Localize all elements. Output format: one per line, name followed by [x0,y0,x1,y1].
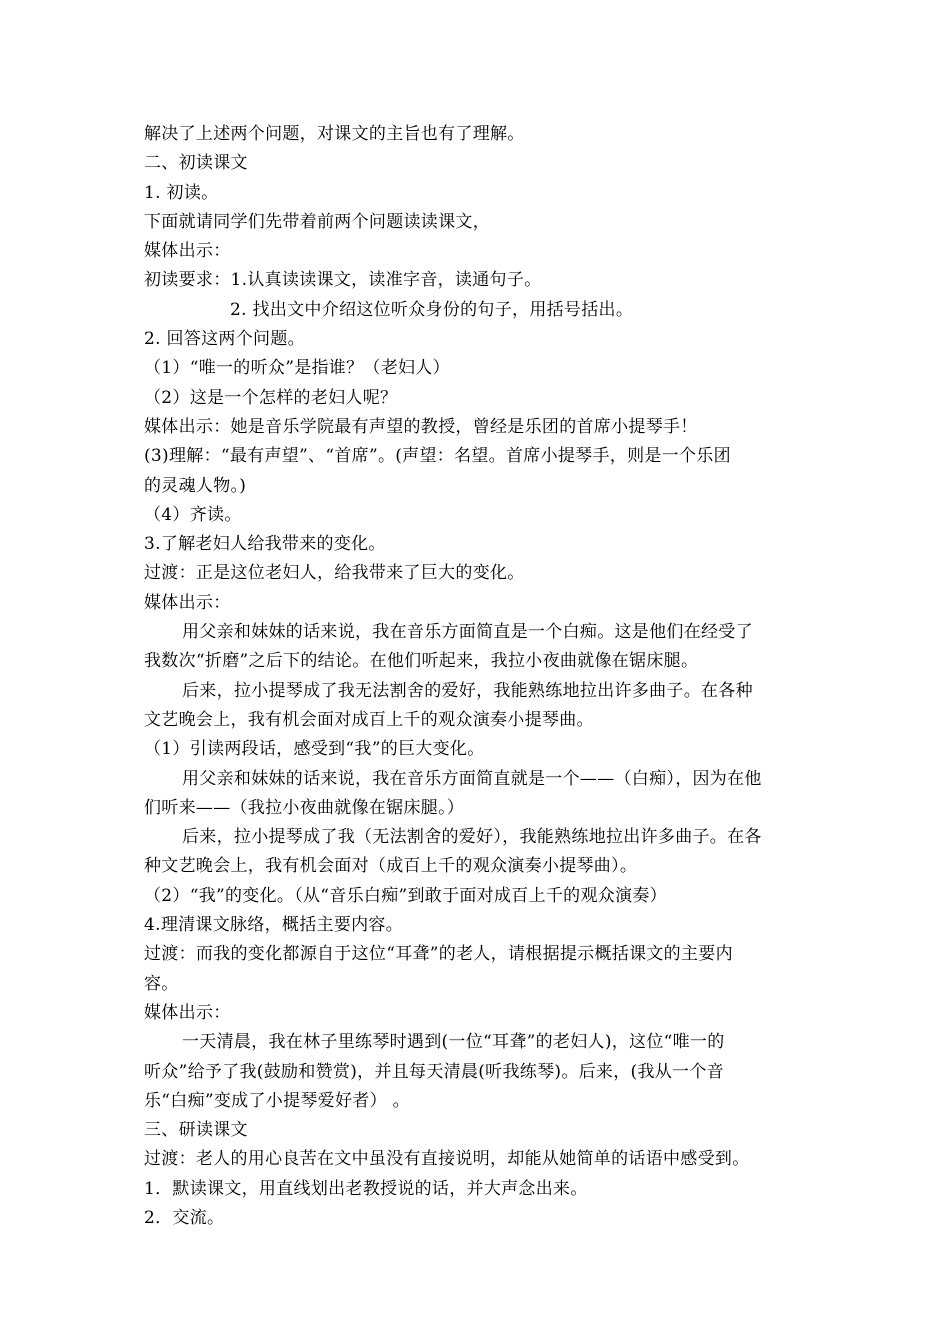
text-line: 乐“白痴”变成了小提琴爱好者） 。 [144,1090,410,1111]
text-line: 过渡：老人的用心良苦在文中虽没有直接说明，却能从她简单的话语中感受到。 [144,1149,750,1170]
text-line: （4）齐读。 [144,504,242,525]
section-heading: 三、研读课文 [144,1120,248,1141]
text-line: 过渡：正是这位老妇人，给我带来了巨大的变化。 [144,563,525,584]
text-line: 容。 [144,973,179,994]
text-line: 媒体出示： [144,592,231,613]
text-line: 媒体出示： [144,1002,231,1023]
section-heading: 二、初读课文 [144,153,248,174]
text-line: 2. 回答这两个问题。 [144,329,305,350]
text-line: 解决了上述两个问题，对课文的主旨也有了理解。 [144,124,525,144]
text-line: （1）引读两段话，感受到“我”的巨大变化。 [144,739,485,760]
text-line: 1．默读课文，用直线划出老教授说的话，并大声念出来。 [144,1178,588,1199]
text-line: 3.了解老妇人给我带来的变化。 [144,534,386,555]
text-line: 2. 找出文中介绍这位听众身份的句子，用括号括出。 [230,299,634,320]
document-body [144,120,824,1233]
text-line: 听众”给予了我(鼓励和赞赏)，并且每天清晨(听我练琴)。后来，(我从一个音 [144,1061,724,1082]
text-line: 2．交流。 [144,1207,225,1228]
text-line: 种文艺晚会上，我有机会面对（成百上千的观众演奏小提琴曲）。 [144,856,638,877]
text-line: 用父亲和妹妹的话来说，我在音乐方面简直就是一个——（白痴），因为在他 [182,768,762,789]
text-line: 初读要求：1.认真读读课文，读准字音，读通句子。 [144,270,542,291]
text-line: 过渡：而我的变化都源自于这位“耳聋”的老人，请根据提示概括课文的主要内 [144,944,733,965]
text-line: 4.理清课文脉络，概括主要内容。 [144,915,404,936]
text-line: 文艺晚会上，我有机会面对成百上千的观众演奏小提琴曲。 [144,709,594,730]
text-line: 下面就请同学们先带着前两个问题读读课文， [144,211,490,232]
text-line: 的灵魂人物。) [144,475,247,496]
text-line: 1. 初读。 [144,182,219,203]
text-line: 媒体出示：她是音乐学院最有声望的教授，曾经是乐团的首席小提琴手！ [144,416,698,437]
text-line: （2）这是一个怎样的老妇人呢？ [144,387,398,408]
text-line: （2）“我”的变化。（从“音乐白痴”到敢于面对成百上千的观众演奏） [144,885,667,906]
text-line: 们听来——（我拉小夜曲就像在锯床腿。） [144,797,465,818]
text-line: 后来，拉小提琴成了我（无法割舍的爱好），我能熟练地拉出许多曲子。在各 [182,827,762,848]
text-line: 用父亲和妹妹的话来说，我在音乐方面简直是一个白痴。这是他们在经受了 [182,622,753,643]
text-line: (3)理解：“最有声望”、“首席”。(声望：名望。首席小提琴手，则是一个乐团 [144,446,731,467]
text-line: 媒体出示： [144,241,231,262]
text-line: 后来，拉小提琴成了我无法割舍的爱好，我能熟练地拉出许多曲子。在各种 [182,680,753,701]
text-line: 我数次“折磨”之后下的结论。在他们听起来，我拉小夜曲就像在锯床腿。 [144,651,699,672]
text-line: （1）“唯一的听众”是指谁？（老妇人） [144,358,450,379]
text-line: 一天清晨，我在林子里练琴时遇到(一位“耳聋”的老妇人)，这位“唯一的 [182,1032,725,1053]
